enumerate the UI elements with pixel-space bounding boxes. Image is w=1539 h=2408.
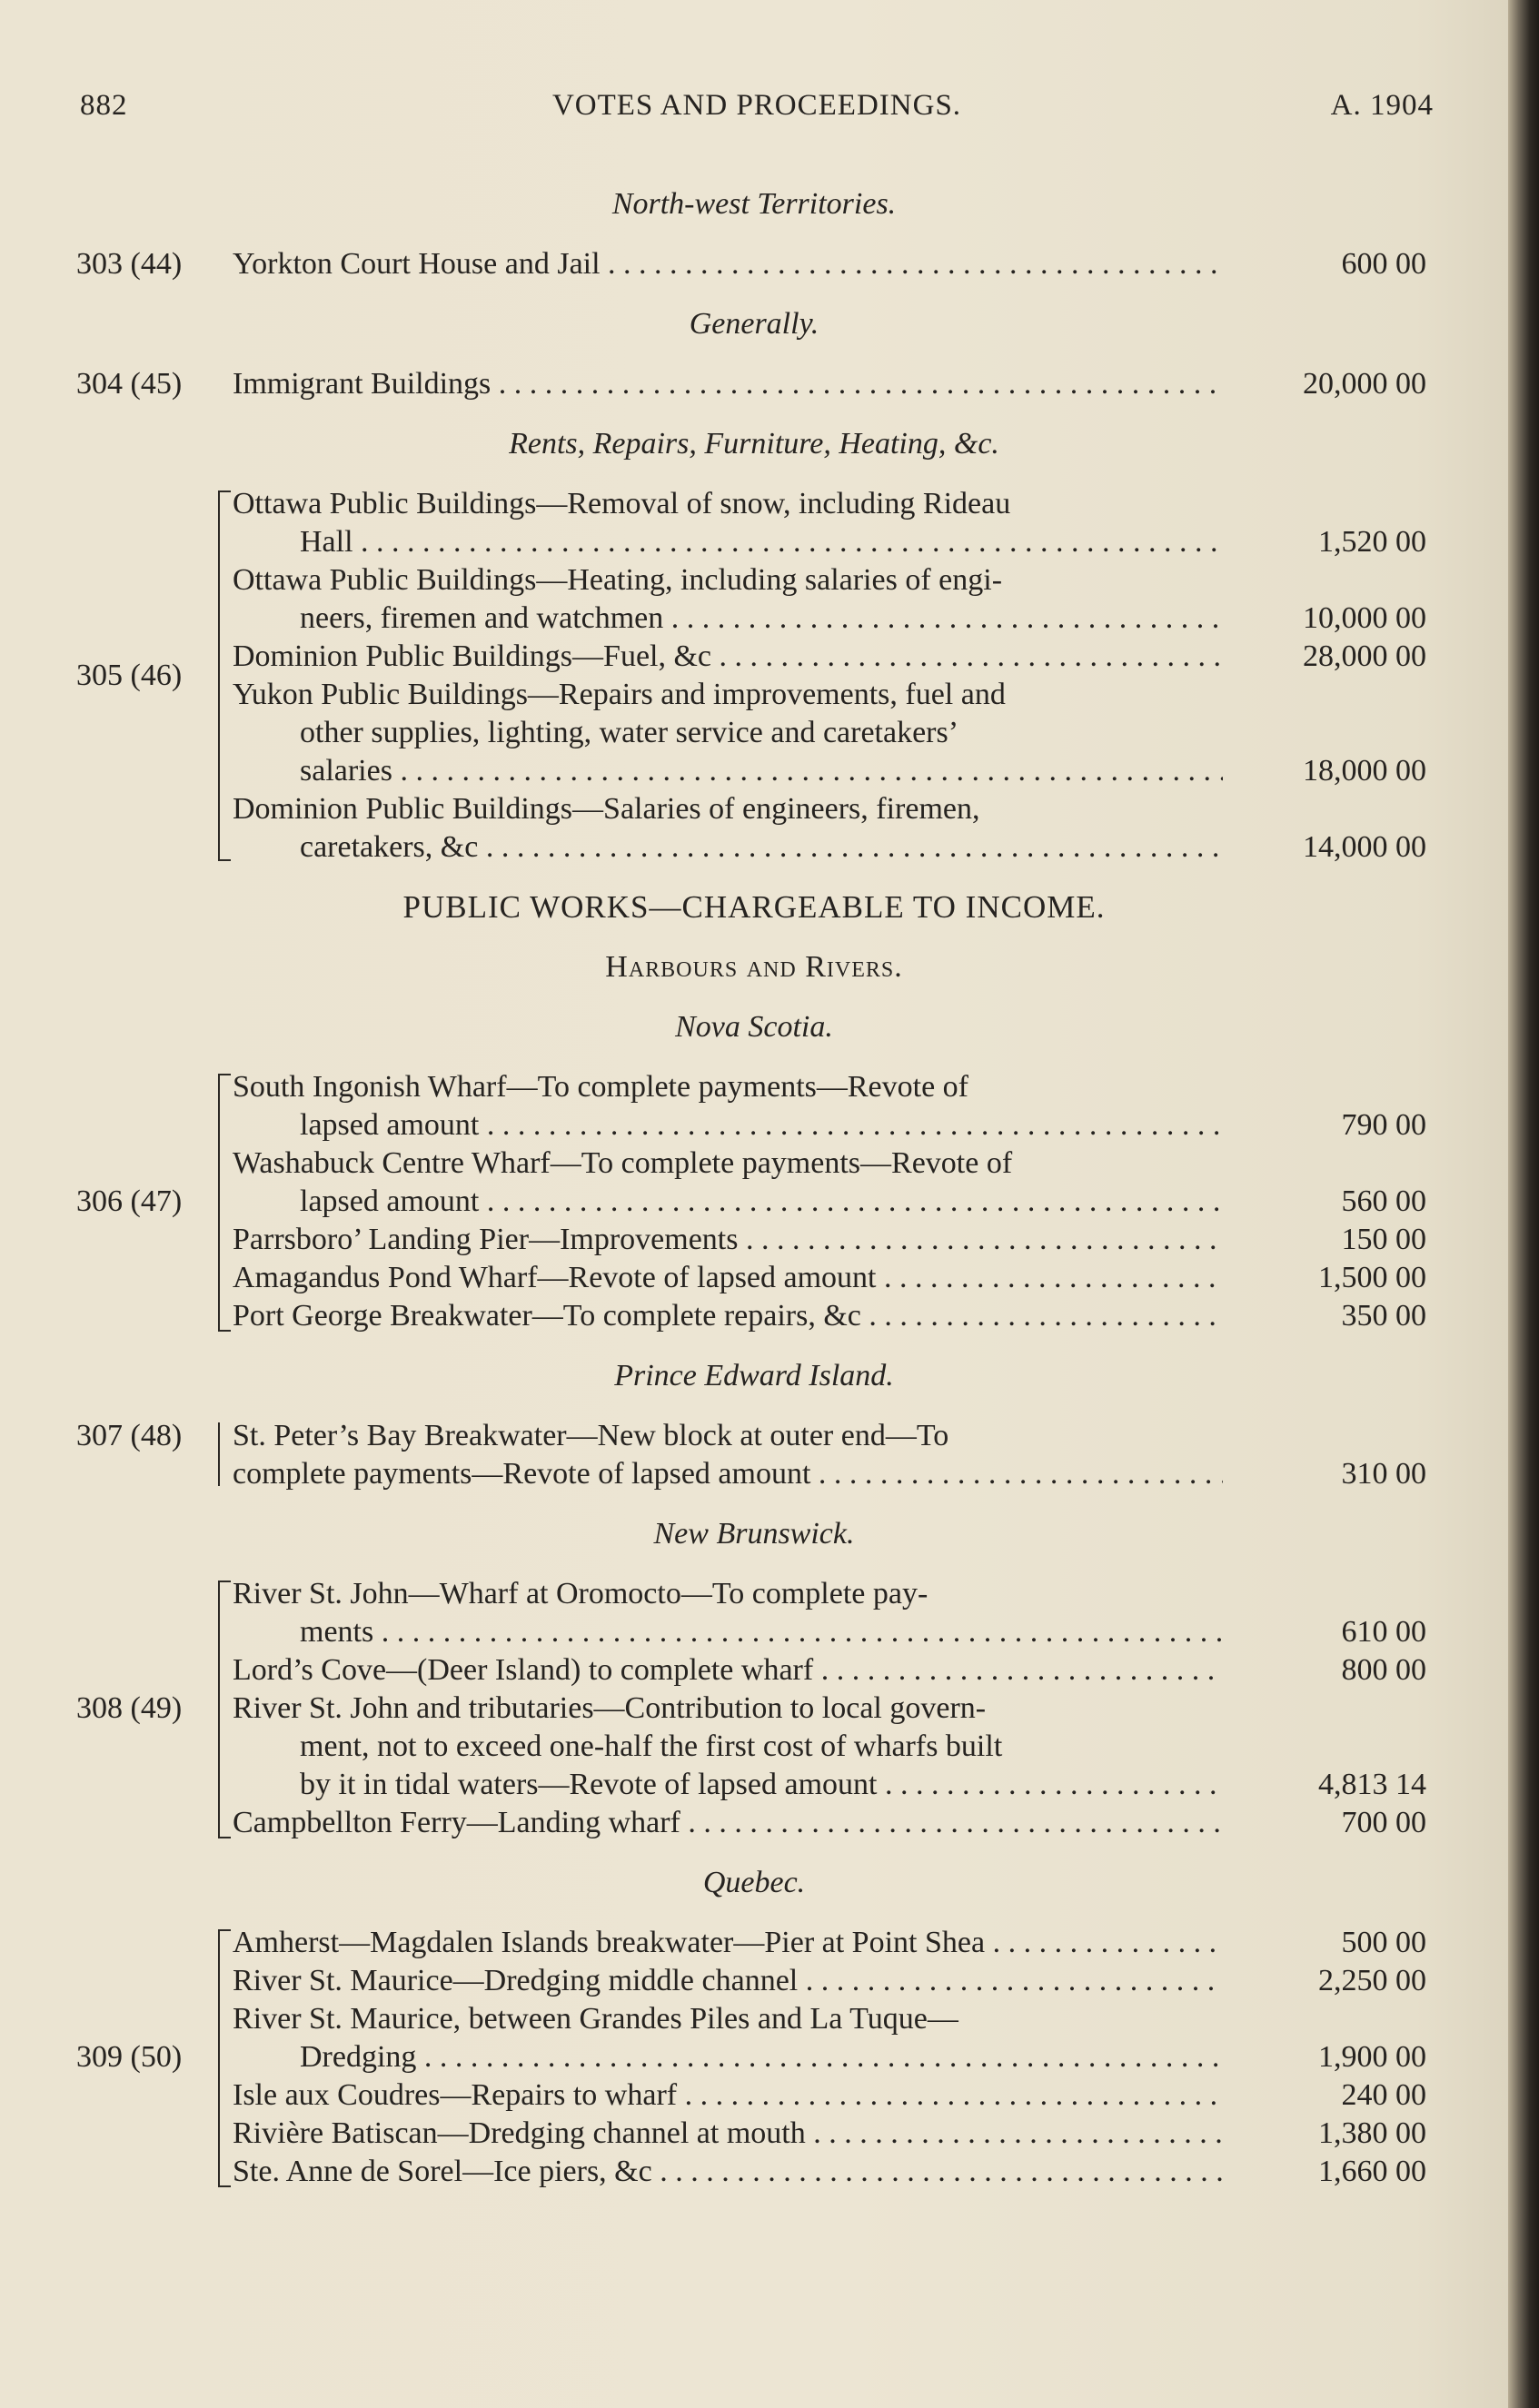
item-line: Yukon Public Buildings—Repairs and improvements, fuel and: [233, 678, 1006, 711]
item-number: 306 (47): [76, 1184, 183, 1218]
item-line: Dominion Public Buildings—Salaries of engineers, firemen,: [233, 792, 980, 826]
item-line: Dominion Public Buildings—Fuel, &c: [233, 639, 712, 673]
section-heading-nw-territories: North-west Territories.: [611, 187, 897, 221]
item-amount: 150 00: [1341, 1223, 1426, 1256]
item-303: [0, 245, 1539, 283]
item-amount: 700 00: [1341, 1806, 1426, 1839]
item-line: Rivière Batiscan—Dredging channel at mouth: [233, 2116, 806, 2150]
item-amount: 28,000 00: [1303, 639, 1426, 673]
item-line: Amagandus Pond Wharf—Revote of lapsed amount: [233, 1261, 877, 1294]
section-heading-generally: Generally.: [689, 307, 819, 341]
item-amount: 350 00: [1341, 1299, 1426, 1333]
item-number: 308 (49): [76, 1691, 183, 1725]
item-amount: 600 00: [1341, 247, 1426, 281]
item-line: Ottawa Public Buildings—Heating, including salaries of engi-: [233, 563, 1003, 597]
item-line: River St. John—Wharf at Oromocto—To complete pay-: [233, 1577, 928, 1610]
item-line: by it in tidal waters—Revote of lapsed amount: [300, 1768, 878, 1801]
item-line: River St. John and tributaries—Contribution to local govern-: [233, 1691, 987, 1725]
section-heading-quebec: Quebec.: [702, 1866, 806, 1899]
section-heading-public-works: PUBLIC WORKS—CHARGEABLE TO INCOME.: [402, 889, 1106, 925]
item-description: Yorkton Court House and Jail: [233, 247, 601, 281]
item-amount: 310 00: [1341, 1457, 1426, 1491]
item-amount: 4,813 14: [1318, 1768, 1426, 1801]
item-group-308: [0, 1575, 1539, 1842]
section-heading-pei: Prince Edward Island.: [614, 1359, 894, 1392]
item-amount: 1,500 00: [1318, 1261, 1426, 1294]
item-amount: 560 00: [1341, 1184, 1426, 1218]
item-line: Dredging: [300, 2040, 417, 2074]
item-amount: 10,000 00: [1303, 601, 1426, 635]
item-number: 305 (46): [76, 659, 183, 692]
brace: [218, 1929, 231, 2187]
page-header: [80, 89, 1434, 134]
item-group-306: [0, 1068, 1539, 1335]
item-number: 304 (45): [76, 367, 183, 401]
item-line: Isle aux Coudres—Repairs to wharf: [233, 2078, 678, 2112]
item-line: Port George Breakwater—To complete repairs, &c: [233, 1299, 861, 1333]
item-amount: 18,000 00: [1303, 754, 1426, 788]
item-line: Parrsboro’ Landing Pier—Improvements: [233, 1223, 739, 1256]
page-title: VOTES AND PROCEEDINGS.: [551, 89, 962, 122]
item-line: ment, not to exceed one-half the first cost of wharfs built: [300, 1729, 1003, 1763]
item-line: other supplies, lighting, water service and caretakers’: [300, 716, 959, 749]
item-group-309: [0, 1924, 1539, 2191]
section-heading-new-brunswick: New Brunswick.: [653, 1517, 855, 1551]
item-amount: 800 00: [1341, 1653, 1426, 1687]
item-line: River St. Maurice—Dredging middle channel: [233, 1964, 799, 1997]
item-line: Campbellton Ferry—Landing wharf: [233, 1806, 680, 1839]
item-line: caretakers, &c: [300, 830, 479, 864]
item-line: Ottawa Public Buildings—Removal of snow, including Rideau: [233, 487, 1011, 520]
item-line: neers, firemen and watchmen: [300, 601, 664, 635]
page-content: [0, 164, 1539, 2191]
item-amount: 1,660 00: [1318, 2155, 1426, 2188]
item-304: [0, 365, 1539, 403]
section-heading-harbours: Harbours and Rivers.: [605, 950, 903, 984]
item-amount: 610 00: [1341, 1615, 1426, 1649]
item-line: St. Peter’s Bay Breakwater—New block at outer end—To: [233, 1419, 949, 1452]
item-line: Washabuck Centre Wharf—To complete payments—Revote of: [233, 1146, 1013, 1180]
brace: [218, 1581, 231, 1838]
item-amount: 2,250 00: [1318, 1964, 1426, 1997]
item-line: Ste. Anne de Sorel—Ice piers, &c: [233, 2155, 652, 2188]
item-line: lapsed amount: [300, 1108, 480, 1142]
item-line: Hall: [300, 525, 353, 559]
brace: [218, 1074, 231, 1332]
item-line: ments: [300, 1615, 374, 1649]
item-line: complete payments—Revote of lapsed amount: [233, 1457, 811, 1491]
item-amount: 240 00: [1341, 2078, 1426, 2112]
item-line: South Ingonish Wharf—To complete payments—Revote of: [233, 1070, 969, 1104]
section-heading-nova-scotia: Nova Scotia.: [675, 1010, 833, 1044]
item-line: lapsed amount: [300, 1184, 480, 1218]
brace: [218, 491, 231, 861]
item-group-305: [0, 485, 1539, 867]
item-group-307: [0, 1417, 1539, 1493]
item-number: 303 (44): [76, 247, 183, 281]
page-number: 882: [80, 89, 128, 122]
item-number: 309 (50): [76, 2040, 183, 2074]
item-number: 307 (48): [76, 1419, 183, 1452]
item-line: Lord’s Cove—(Deer Island) to complete wharf: [233, 1653, 814, 1687]
brace: [218, 1422, 231, 1486]
item-amount: 20,000 00: [1303, 367, 1426, 401]
section-heading-rents: Rents, Repairs, Furniture, Heating, &c.: [509, 427, 999, 461]
item-amount: 500 00: [1341, 1926, 1426, 1959]
item-line: salaries: [300, 754, 392, 788]
item-amount: 1,520 00: [1318, 525, 1426, 559]
page-year: A. 1904: [1330, 89, 1434, 122]
item-amount: 1,380 00: [1318, 2116, 1426, 2150]
item-line: Amherst—Magdalen Islands breakwater—Pier at Point Shea: [233, 1926, 986, 1959]
item-line: River St. Maurice, between Grandes Piles and La Tuque—: [233, 2002, 958, 2036]
item-amount: 14,000 00: [1303, 830, 1426, 864]
item-description: Immigrant Buildings: [233, 367, 491, 401]
item-amount: 1,900 00: [1318, 2040, 1426, 2074]
item-amount: 790 00: [1341, 1108, 1426, 1142]
